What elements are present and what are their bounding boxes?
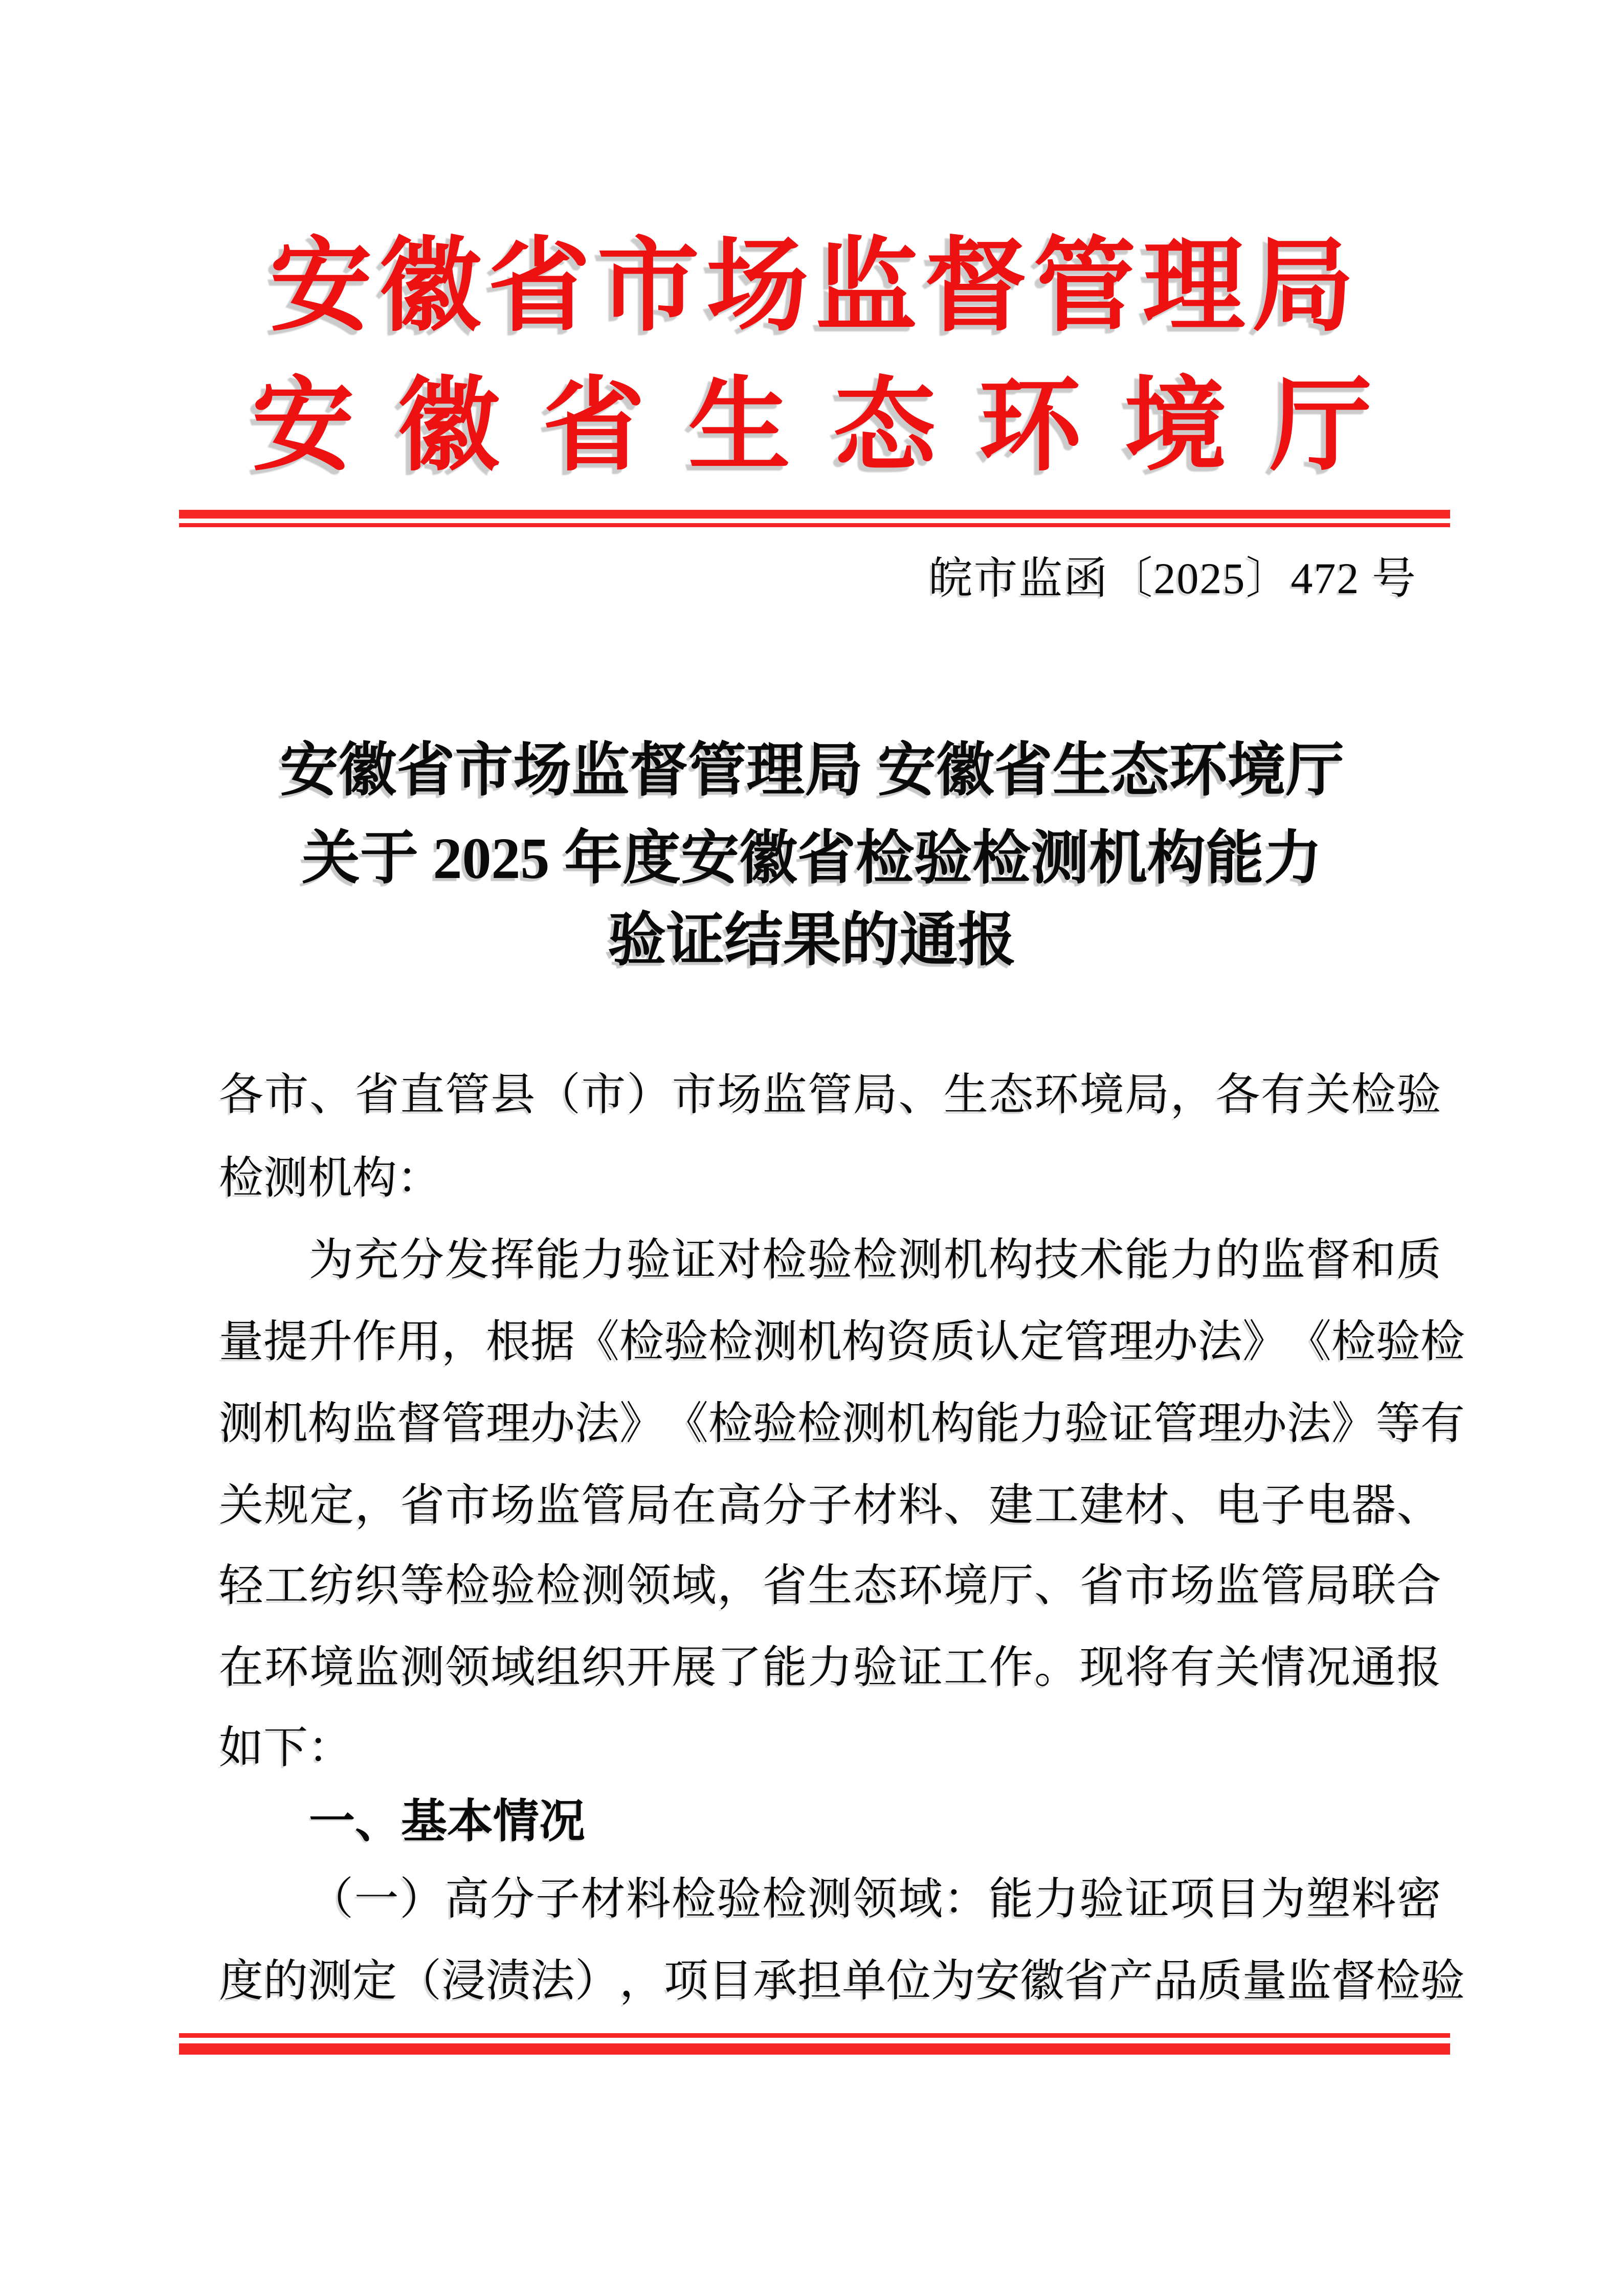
footer-rule-thin xyxy=(179,2033,1450,2038)
document-title-line-2: 关于 2025 年度安徽省检验检测机构能力 xyxy=(301,826,1322,891)
body-line-paragraph: （ 一 ） 高 分 子 材 料 检 验 检 测 领 域 ： 能 力 验 证 项 目 为 塑 料 密 xyxy=(309,1874,1441,1924)
document-title-line-1: 安徽省市场监督管理局 安徽省生态环境厅 xyxy=(280,738,1344,803)
body-line-paragraph: 量 提 升 作 用 ， 根 据 《 检 验 检 测 机 构 资 质 认 定 管 理 办 法 》 《 检 验 检 xyxy=(219,1317,1465,1366)
body-line-paragraph: 如下： xyxy=(219,1723,352,1772)
body-line-paragraph: 在 环 境 监 测 领 域 组 织 开 展 了 能 力 验 证 工 作 。 现 将 有 关 情 况 通 报 xyxy=(219,1642,1441,1692)
body-line-paragraph: 轻 工 纺 织 等 检 验 检 测 领 域 ， 省 生 态 环 境 厅 、 省 市 场 监 管 局 联 合 xyxy=(219,1561,1441,1610)
letterhead-agency-1: 安 徽 省 市 场 监 督 管 理 局 xyxy=(270,231,1354,344)
section-heading: 一、基本情况 xyxy=(309,1796,585,1847)
letterhead-agency-2: 安 徽 省 生 态 环 境 厅 xyxy=(252,370,1372,483)
letterhead-rule-thin xyxy=(179,523,1450,527)
body-line-salutation-1: 各 市 、 省 直 管 县 （ 市 ） 市 场 监 管 局 、 生 态 环 境 局 ， 各 有 关 检 验 xyxy=(219,1070,1441,1119)
letterhead-rule-thick xyxy=(179,510,1450,519)
body-line-salutation-2: 检测机构： xyxy=(219,1153,441,1203)
footer-rule-thick xyxy=(179,2043,1450,2055)
body-line-paragraph: 测 机 构 监 督 管 理 办 法 》 《 检 验 检 测 机 构 能 力 验 证 管 理 办 法 》 等 有 xyxy=(219,1399,1465,1448)
body-line-paragraph: 为 充 分 发 挥 能 力 验 证 对 检 验 检 测 机 构 技 术 能 力 的 监 督 和 质 xyxy=(309,1235,1441,1285)
document-title-line-3: 验证结果的通报 xyxy=(608,908,1016,973)
body-line-paragraph: 度 的 测 定 （ 浸 渍 法 ） ， 项 目 承 担 单 位 为 安 徽 省 产 品 质 量 监 督 检 验 xyxy=(219,1956,1465,2006)
document-number: 皖市监函〔2025〕472 号 xyxy=(928,554,1417,603)
body-line-paragraph: 关 规 定 ， 省 市 场 监 管 局 在 高 分 子 材 料 、 建 工 建 材 、 电 子 电 器 、 xyxy=(219,1480,1441,1530)
